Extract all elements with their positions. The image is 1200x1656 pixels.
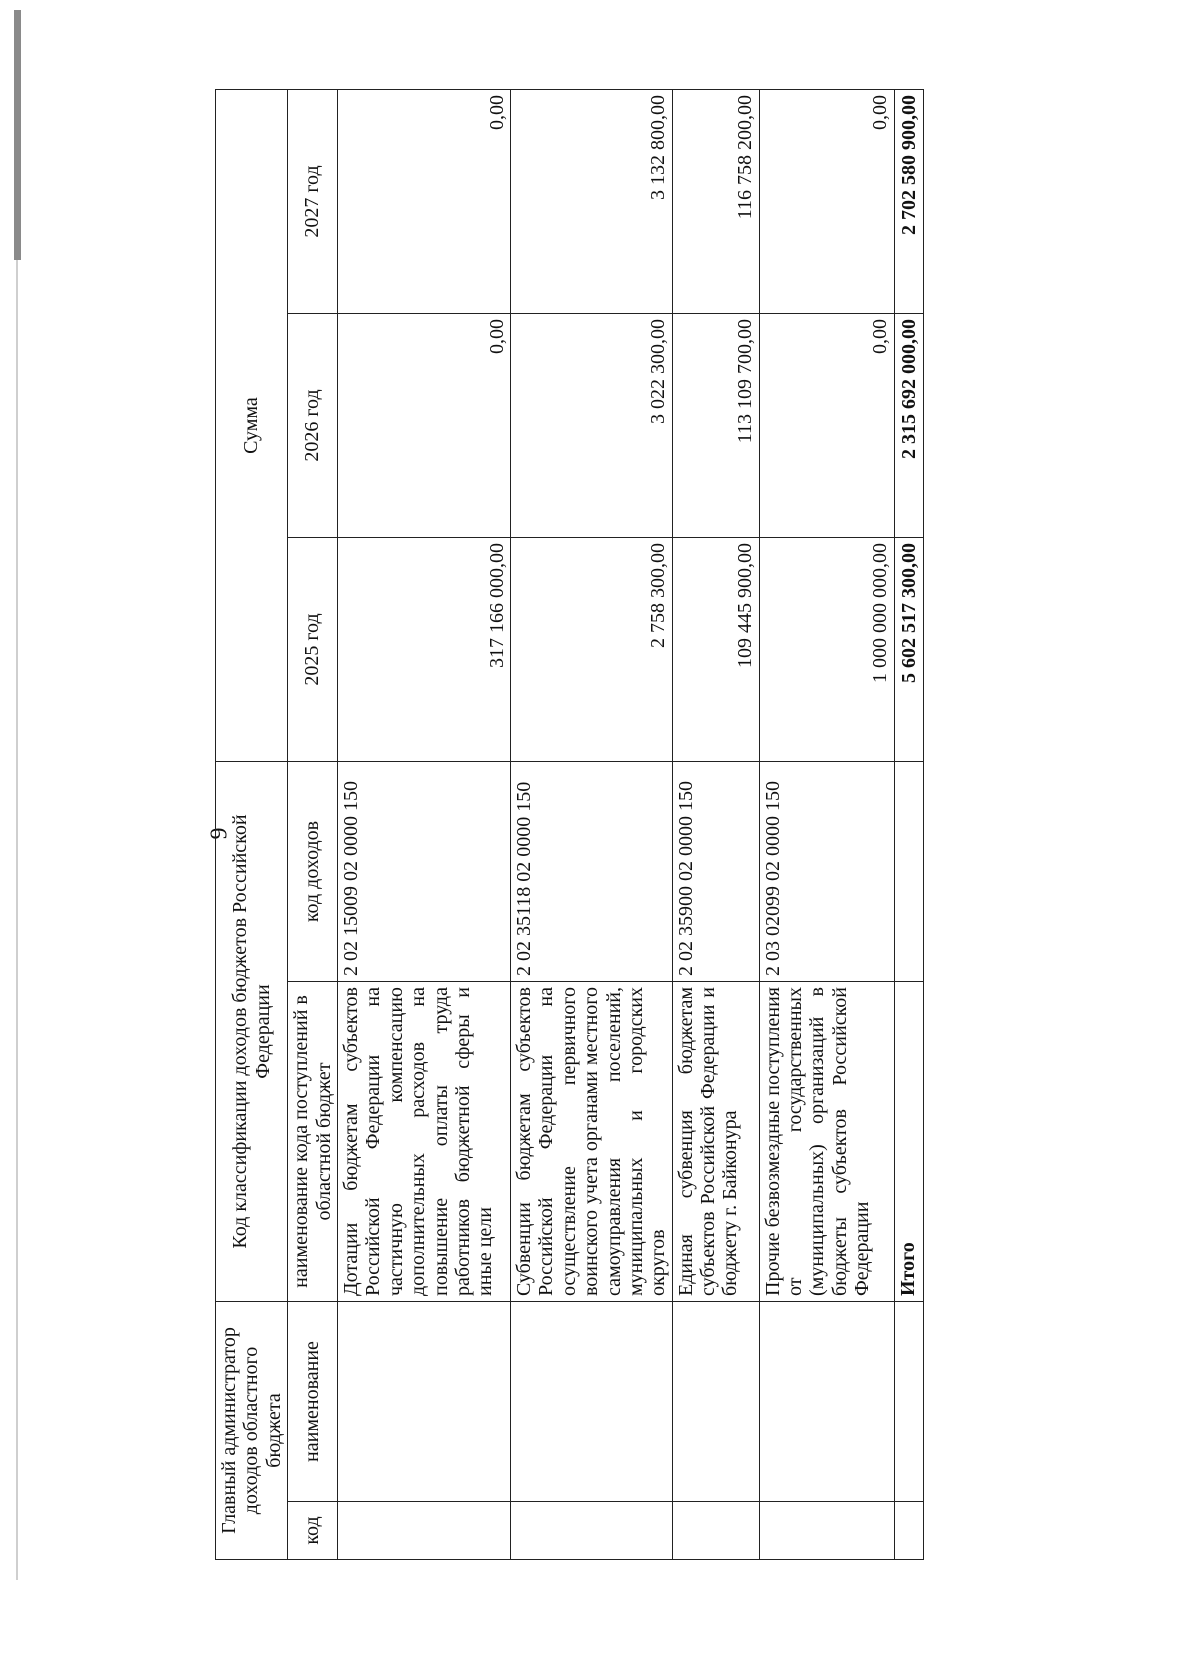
total-2026-cell: 2 315 692 000,00 [894, 314, 923, 538]
table-row [672, 90, 759, 1560]
table-row [510, 90, 672, 1560]
admin-code-cell [894, 1502, 923, 1560]
sum-2025-cell: 2 758 300,00 [510, 538, 672, 762]
total-2027-cell: 2 702 580 900,00 [894, 90, 923, 314]
sum-2026-cell: 113 109 700,00 [672, 314, 759, 538]
header-year-2026: 2026 год [288, 314, 338, 538]
income-code-cell: 2 02 35900 02 0000 150 [672, 762, 759, 982]
rotated-table-container [215, 90, 921, 1560]
header-income-code: код доходов [288, 762, 338, 982]
sum-2027-cell: 116 758 200,00 [672, 90, 759, 314]
header-admin-code: код [288, 1502, 338, 1560]
admin-code-cell [510, 1502, 672, 1560]
income-code-cell: 2 03 02099 02 0000 150 [759, 762, 894, 982]
admin-name-cell [759, 1302, 894, 1502]
scan-edge-mark [14, 10, 21, 260]
header-admin-name: наименование [288, 1302, 338, 1502]
sum-2026-cell: 3 022 300,00 [510, 314, 672, 538]
header-classification: Код классификации доходов бюджетов Российской Федерации [216, 762, 288, 1302]
sum-2026-cell: 0,00 [759, 314, 894, 538]
sum-2027-cell: 0,00 [337, 90, 510, 314]
income-code-cell: 2 02 15009 02 0000 150 [337, 762, 510, 982]
admin-code-cell [759, 1502, 894, 1560]
total-row [894, 90, 923, 1560]
table-row [759, 90, 894, 1560]
income-name-cell: Единая субвенция бюджетам субъектов Российской Федерации и бюджету г. Байконура [672, 982, 759, 1302]
admin-name-cell [510, 1302, 672, 1502]
total-2025-cell: 5 602 517 300,00 [894, 538, 923, 762]
header-row-2 [288, 90, 338, 1560]
sum-2025-cell: 1 000 000 000,00 [759, 538, 894, 762]
sum-2027-cell: 3 132 800,00 [510, 90, 672, 314]
income-name-cell: Субвенции бюджетам субъектов Российской Федерации на осуществление первичного воинского учета органами местного самоуправления поселений, муниципальных и городских округов [510, 982, 672, 1302]
header-year-2025: 2025 год [288, 538, 338, 762]
table-row [337, 90, 510, 1560]
header-year-2027: 2027 год [288, 90, 338, 314]
income-name-cell: Прочие безвозмездные поступления от государственных (муниципальных) организаций в бюджеты субъектов Российской Федерации [759, 982, 894, 1302]
income-table [215, 89, 924, 1560]
sum-2027-cell: 0,00 [759, 90, 894, 314]
header-row-1 [216, 90, 288, 1560]
income-code-cell: 2 02 35118 02 0000 150 [510, 762, 672, 982]
admin-name-cell [894, 1302, 923, 1502]
header-admin: Главный администратор доходов областного бюджета [216, 1302, 288, 1560]
admin-code-cell [672, 1502, 759, 1560]
header-income-name: наименование кода поступлений в областной бюджет [288, 982, 338, 1302]
sum-2025-cell: 317 166 000,00 [337, 538, 510, 762]
total-label: Итого [894, 982, 923, 1302]
income-code-cell [894, 762, 923, 982]
header-sum: Сумма [216, 90, 288, 762]
income-name-cell: Дотации бюджетам субъектов Российской Федерации на частичную компенсацию дополнительных расходов на повышение оплаты труда работников бюджетной сферы и иные цели [337, 982, 510, 1302]
page-number: 9 [206, 827, 233, 840]
sum-2025-cell: 109 445 900,00 [672, 538, 759, 762]
sum-2026-cell: 0,00 [337, 314, 510, 538]
admin-name-cell [672, 1302, 759, 1502]
admin-name-cell [337, 1302, 510, 1502]
scan-edge-line [16, 260, 18, 1580]
admin-code-cell [337, 1502, 510, 1560]
